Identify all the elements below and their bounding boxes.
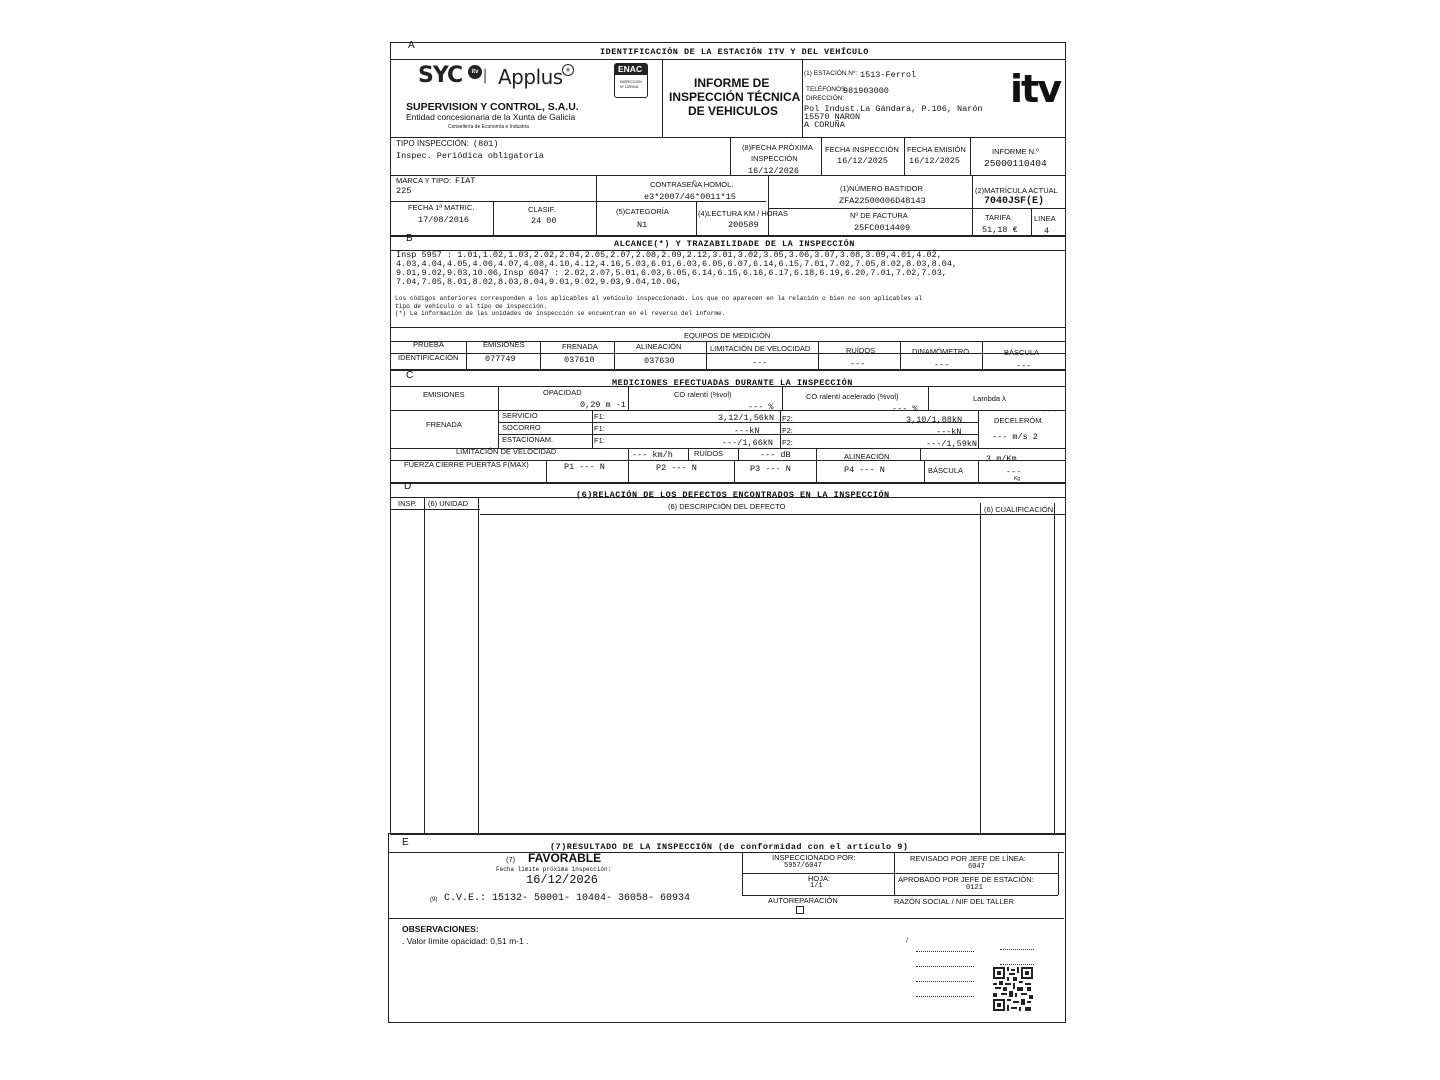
station-value: 1513-Ferrol	[860, 70, 917, 80]
reviewed-label: REVISADO POR JEFE DE LÍNEA:	[910, 854, 1026, 863]
obs-label: OBSERVACIONES:	[402, 924, 479, 934]
report-title-2: INSPECCIÓN TÉCNICA	[669, 90, 801, 104]
result: FAVORABLE	[528, 851, 602, 865]
tipo-value: Inspec. Periódica obligatoria	[396, 151, 544, 161]
next-date-label-1: (8)FECHA PRÓXIMA	[742, 143, 813, 152]
phones-label: TELÉFONOS:	[806, 86, 848, 93]
section-d-header: (6)RELACIÓN DE LOS DEFECTOS ENCONTRADOS EN LA INSPECCIÓN	[576, 490, 890, 500]
note-line: Los códigos anteriores corresponden a los aplicables al vehículo inspeccionado. Los que no aparecen en la relación o bien no son aplicables al	[395, 295, 923, 302]
equip-header: FRENADA	[562, 342, 598, 351]
linea-value: 4	[1044, 226, 1050, 236]
co-ralenti-label: CO ralentí (%vol)	[674, 390, 732, 399]
emis-date-label: FECHA EMISIÓN	[907, 145, 966, 154]
p3-value: P3 --- N	[750, 464, 791, 474]
estacionam-label: ESTACIONAM.	[502, 435, 554, 444]
socorro-f1-value: ---kN	[734, 426, 760, 436]
servicio-f2-value: 3,10/1,88kN	[906, 415, 963, 425]
f1-label: F1:	[594, 424, 605, 433]
opacidad-label: OPACIDAD	[543, 388, 582, 397]
company-sub: Entidad concesionaria de la Xunta de Galicia	[406, 112, 576, 122]
section-letter-c: C	[406, 370, 414, 381]
servicio-label: SERVICIO	[502, 411, 538, 420]
section-c-header: MEDICIONES EFECTUADAS DURANTE LA INSPECCIÓN	[612, 378, 853, 388]
clasif-label: CLASIF.	[528, 205, 556, 214]
scope-line: 9.01,9.02,9.03,10.06,Insp 6047 : 2.02,2.07,5.01,6.03,6.05,6.14,6.15,6.16,6.17,6.18,6.19,6.20,7.01,7.02,7.03,	[396, 268, 947, 278]
razon-label: RAZÓN SOCIAL / NIF DEL TALLER	[894, 897, 1015, 906]
cat-label: (5)CATEGORÍA	[616, 207, 669, 216]
autorep-label: AUTOREPARACIÓN	[768, 896, 838, 905]
invoice-value: 25FC0014409	[854, 223, 911, 233]
result-num: (7)	[506, 855, 516, 864]
vin-label: (1)NÚMERO BASTIDOR	[840, 184, 923, 193]
insp-date-label: FECHA INSPECCIÓN	[825, 145, 899, 154]
scope-line: 7.04,7.05,8.01,8.02,8.03,8.04,9.01,9.02,9.03,9.04,10.06,	[396, 277, 682, 287]
equip-header: LIMITACIÓN DE VELOCIDAD	[710, 344, 811, 353]
equip-value: ---	[752, 358, 768, 368]
lambda-label: Lambda λ	[973, 394, 1006, 403]
qr-code	[993, 967, 1033, 1011]
p1-value: P1 --- N	[564, 462, 605, 472]
ruidos-value: --- dB	[760, 450, 791, 460]
section-letter-d: D	[404, 481, 412, 492]
first-reg-label: FECHA 1ª MATRIC.	[408, 203, 475, 212]
section-d	[390, 482, 1066, 835]
homol-value: e3*2007/46*0011*15	[644, 192, 736, 202]
tipo-label: TIPO INSPECCIÓN:	[396, 139, 469, 148]
report-no-value: 25000110404	[984, 158, 1047, 169]
obs-value: . Valor límite opacidad: 0,51 m-1 .	[402, 936, 529, 946]
lambda-value: ---	[1042, 406, 1058, 416]
limit-date-label: Fecha límite próxima inspección:	[496, 866, 612, 873]
inspected-by-value: 5957/6047	[784, 862, 822, 870]
opacidad-value: 0,29 m -1	[580, 400, 626, 410]
co-acel-label: CO ralentí acelerado (%vol)	[806, 392, 899, 401]
equip-header: DINAMÓMETRO	[912, 347, 970, 356]
f2-label: F2:	[782, 438, 793, 447]
next-date-label-2: INSPECCIÓN	[751, 154, 798, 163]
frenada-label: FRENADA	[426, 420, 462, 429]
scope-line: 4.03,4.04,4.05,4.06,4.07,4.08,4.10,4.12,4.16,5.03,6.01,6.03,6.05,6.07,6.14,6.15,7.01,7.02,7.05,8.02,8.03,8.04,	[396, 259, 958, 269]
col-insp: INSP.	[398, 499, 417, 508]
bascula-label: BÁSCULA	[928, 466, 964, 475]
f2-label: F2:	[782, 426, 793, 435]
homol-label: CONTRASEÑA HOMOL.	[650, 180, 734, 189]
plate-label: (2)MATRÍCULA ACTUAL	[975, 186, 1058, 195]
equip-title: EQUIPOS DE MEDICIÓN	[684, 331, 771, 340]
equip-value: IDENTIFICACIÓN	[398, 353, 459, 362]
approved-value: 0121	[966, 884, 983, 892]
limit-date: 16/12/2026	[526, 873, 599, 887]
enac-logo: ENAC INSPECCIÓN Nº 10/EI041	[614, 63, 648, 98]
address-line3: A CORUÑA	[804, 120, 845, 130]
alin-label: ALINEACIÓN	[844, 452, 890, 461]
section-a-header: IDENTIFICACIÓN DE LA ESTACIÓN ITV Y DEL VEHÍCULO	[600, 47, 869, 57]
autorep-checkbox[interactable]	[796, 906, 804, 914]
address-line1: Pol Indust.La Gándara, P.106, Narón	[804, 104, 983, 114]
reviewed-value: 6047	[968, 863, 985, 871]
address-line2: 15570 NARON	[804, 112, 861, 122]
note-line: (*) La información de las unidades de inspección se encuentran en el reverso del informe.	[395, 310, 726, 317]
p4-value: P4 --- N	[844, 465, 885, 475]
equip-header: PRUEBA	[413, 340, 444, 349]
bascula-unit: Kg	[1014, 476, 1021, 482]
make-label: MARCA Y TIPO:	[396, 176, 452, 185]
report-no-label: INFORME N.º	[992, 147, 1039, 156]
equip-header: ALINEACIÓN	[636, 342, 682, 351]
tipo-code: (801)	[473, 139, 499, 149]
phones-value: 981903000	[843, 86, 889, 96]
tarifa-value: 51,18 €	[982, 225, 1018, 235]
equip-value: 037630	[644, 356, 675, 366]
equip-value: ---	[1016, 361, 1032, 371]
servicio-f1-value: 3,12/1,56kN	[718, 413, 775, 423]
insp-date-value: 16/12/2025	[837, 156, 889, 166]
limit-value: --- km/h	[632, 450, 673, 460]
invoice-label: Nº DE FACTURA	[850, 211, 908, 220]
f1-label: F1:	[594, 436, 605, 445]
scope-line: Insp 5957 : 1.01,1.02,1.03,2.02,2.04,2.05,2.07,2.08,2.09,2.12,3.01,3.02,3.05,3.06,3.07,3.08,3.09,4.01,4.02,	[396, 250, 942, 260]
estac-f2-value: ---/1,59kN	[926, 439, 978, 449]
emisiones-label: EMISIONES	[423, 390, 465, 399]
approved-label: APROBADO POR JEFE DE ESTACIÓN:	[898, 875, 1034, 884]
cve: C.V.E.: 15132- 50001- 10404- 36058- 60934	[444, 893, 691, 904]
report-title-1: INFORME DE	[694, 76, 770, 90]
first-reg-value: 17/08/2016	[418, 215, 470, 225]
equip-value: 037610	[564, 355, 595, 365]
next-date-value: 16/12/2026	[748, 166, 800, 176]
ruidos-label: RUÍDOS	[694, 449, 724, 458]
emis-date-value: 16/12/2025	[909, 156, 961, 166]
report-title-3: DE VEHICULOS	[688, 104, 779, 118]
equip-value: ---	[850, 359, 866, 369]
station-label: (1) ESTACIÓN Nº:	[804, 70, 858, 77]
linea-label: LINEA	[1034, 214, 1056, 223]
note-line: tipo de vehículo o al tipo de inspección.	[395, 303, 548, 310]
hoja-value: 1/1	[810, 882, 823, 890]
puertas-label: FUERZA CIERRE PUERTAS F(MAX)	[404, 460, 529, 469]
decel-value: --- m/s 2	[992, 432, 1038, 442]
address-label: DIRECCIÓN:	[806, 95, 845, 102]
equip-header: EMISIONES	[483, 340, 525, 349]
socorro-f2-value: ---kN	[936, 427, 962, 437]
col-unidad: (6) UNIDAD	[428, 499, 469, 508]
company-name: SUPERVISION Y CONTROL, S.A.U.	[406, 101, 579, 113]
section-letter-a: A	[408, 40, 415, 51]
plate-value: 7040JSF(E)	[984, 196, 1045, 207]
col-desc: (6) DESCRIPCIÓN DEL DEFECTO	[668, 502, 786, 511]
clasif-value: 24 00	[531, 216, 557, 226]
cat-value: N1	[637, 220, 648, 230]
limit-label: LIMITACIÓN DE VELOCIDAD	[456, 447, 557, 456]
p2-value: P2 --- N	[656, 463, 697, 473]
co-acel-value: --- %	[892, 404, 918, 414]
f1-label: F1:	[594, 412, 605, 421]
f2-label: F2:	[782, 414, 793, 423]
km-value: 200589	[728, 220, 759, 230]
alin-value: 3 m/Km	[986, 454, 1017, 464]
section-b-header: ALCANCE(*) Y TRAZABILIDADE DE LA INSPECCIÓN	[614, 239, 855, 249]
section-letter-b: B	[406, 233, 413, 244]
col-calif: (6) CUALIFICACIÓN	[984, 505, 1054, 514]
km-label: (4)LECTURA KM / HORAS	[698, 209, 789, 218]
estac-f1-value: ---/1,66kN	[722, 438, 774, 448]
vin-value: ZFA22500006D48143	[839, 196, 926, 206]
equip-value: 077749	[485, 354, 516, 364]
hoja-label: HOJA:	[808, 874, 831, 883]
make-value: FIAT	[455, 176, 476, 186]
type-value: 225	[396, 186, 412, 196]
equip-header: RUÍDOS	[846, 346, 876, 355]
co-ralenti-value: --- %	[748, 402, 774, 412]
equip-value: ---	[934, 360, 950, 370]
section-letter-e: E	[402, 837, 409, 848]
section-e-header: (7)RESULTADO DE LA INSPECCIÓN (de conformidad con el artículo 9)	[550, 842, 909, 852]
signature-mark: /	[906, 936, 909, 945]
itv-inspection-report: A IDENTIFICACIÓN DE LA ESTACIÓN ITV Y DEL VEHÍCULO SYC itv | Applus + SUPERVISION Y CONTROL, S.A.U. Entidad concesionaria de la Xunta de Galicia Consellería de Economía e Industria ENAC INSPECCIÓN Nº 10/EI041 INFORME DE INSPECCIÓN TÉCNICA DE VEHICULOS (1) ESTACIÓN Nº: 1513-Ferrol TELÉFONOS: 981903000 DIRECCIÓN: Pol Indust.La Gándara, P.106, Narón 15570 NARON A CORUÑA itv TIPO INSPECCIÓN: (801) Inspec. Periódica obligatoria (8)FECHA PRÓXIMA INSPECCIÓN 16/12/2026 FECHA INSPECCIÓN 16/12/2025 FECHA EMISIÓN 16/12/2025 INFORME N.º 25000110404 MARCA Y TIPO: FIAT 225 CONTRASEÑA HOMOL. e3*2007/46*0011*15 (1)NÚMERO BASTIDOR ZFA22500006D48143 (2)MATRÍCULA ACTUAL 7040JSF(E) FECHA 1ª MATRIC. 17/08/2016 CLASIF. 24 00 (5)CATEGORÍA N1 (4)LECTURA KM / HORAS 200589 Nº DE FACTURA 25FC0014409 TARIFA 51,18 € LINEA 4 B ALCANCE(*) Y TRAZABILIDADE DE LA INSPECCIÓN Insp 5957 : 1.01,1.02,1.03,2.02,2.04,2.05,2.07,2.08,2.09,2.12,3.01,3.02,3.05,3.06,3.07,3.08,3.09,4.01,4.02, 4.03,4.04,4.05,4.06,4.07,4.08,4.10,4.12,4.16,5.03,6.01,6.03,6.05,6.07,6.14,6.15,7.01,7.02,7.05,8.02,8.03,8.04, 9.01,9.02,9.03,10.06,Insp 6047 : 2.02,2.07,5.01,6.03,6.05,6.14,6.15,6.16,6.17,6.18,6.19,6.20,7.01,7.02,7.03, 7.04,7.05,8.01,8.02,8.03,8.04,9.01,9.02,9.03,9.04,10.06, Los códigos anteriores corresponden a los aplicables al vehículo inspeccionado. Los que no aparecen en la relación o bien no son aplicables al tipo de vehículo o al tipo de inspección. (*) La información de las unidades de inspección se encuentran en el reverso del informe. EQUIPOS DE MEDICIÓN PRUEBA EMISIONES FRENADA ALINEACIÓN LIMITACIÓN DE VELOCIDAD RUÍDOS DINAMÓMETRO BÁSCULA IDENTIFICACIÓN 077749 037610 037630 --- --- --- --- C MEDICIONES EFECTUADAS DURANTE LA INSPECCIÓN EMISIONES OPACIDAD 0,29 m -1 CO ralentí (%vol) --- % CO ralentí acelerado (%vol) --- % Lambda λ --- FRENADA SERVICIO SOCORRO ESTACIONAM. F1: F1: F1: 3,12/1,56kN ---kN ---/1,66kN F2: F2: F2: 3,10/1,88kN ---kN ---/1,59kN DECELERÓM. --- m/s 2 LIMITACIÓN DE VELOCIDAD --- km/h RUÍDOS --- dB ALINEACIÓN 3 m/Km FUERZA CIERRE PUERTAS F(MAX) P1 --- N P2 --- N P3 --- N P4 --- N BÁSCULA --- Kg D (6)RELACIÓN DE LOS DEFECTOS ENCONTRADOS EN LA INSPECCIÓN INSP. (6) UNIDAD (6) DESCRIPCIÓN DEL DEFECTO (6) CUALIFICACIÓN E (7)RESULTADO DE LA INSPECCIÓN (de conformidad con el artículo 9) (7) FAVORABLE Fecha límite próxima inspección: 16/12/2026 (9) C.V.E.: 15132- 50001- 10404- 36058- 60934 INSPECCIONADO POR: 5957/6047 REVISADO POR JEFE DE LÍNEA: 6047 HOJA: 1/1 APROBADO POR JEFE DE ESTACIÓN: 0121 AUTOREPARACIÓN RAZÓN SOCIAL / NIF DEL TALLER OBSERVACIONES: . Valor límite opacidad: 0,51 m-1 . /	[388, 40, 1065, 1023]
decel-label: DECELERÓM.	[994, 416, 1044, 425]
cve-num: (9)	[430, 897, 438, 903]
tarifa-label: TARIFA	[985, 213, 1011, 222]
separator: |	[483, 67, 488, 84]
socorro-label: SOCORRO	[502, 423, 541, 432]
company-dept: Consellería de Economía e Industria	[448, 124, 529, 130]
itv-logo: itv	[1010, 67, 1060, 111]
inspected-by-label: INSPECCIONADO POR:	[772, 853, 856, 862]
bascula-value: ---	[1006, 467, 1022, 477]
equip-header: BÁSCULA	[1004, 348, 1040, 357]
